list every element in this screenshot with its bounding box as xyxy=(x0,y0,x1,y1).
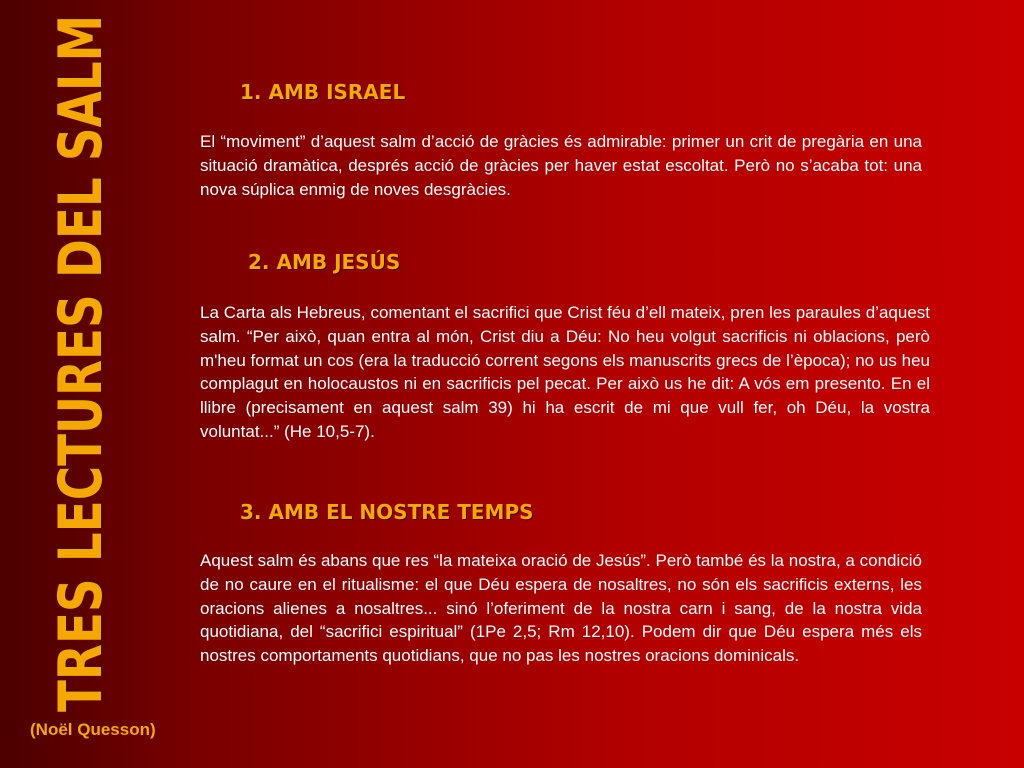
section-heading-jesus: 2. AMB JESÚS xyxy=(248,250,401,274)
author-credit: (Noël Quesson) xyxy=(30,720,156,739)
section-text-israel: El “moviment” d’aquest salm d’acció de gràcies és admirable: primer un crit de pregària en una situació dramàtica, després acció de gràcies per haver estat escoltat. Però no s’acaba tot: una nova súplica enmig de noves desgràcies. xyxy=(200,132,922,199)
section-text-our-time: Aquest salm és abans que res “la mateixa oració de Jesús”. Però també és la nostra, a condició de no caure en el ritualisme: el que Déu espera de nosaltres, no són els sacrificis externs, les oracions alienes a nosaltres... sinó l’oferiment de la nostra carn i sang, de la nostra vida quotidiana, del “sacrifici espiritual” (1Pe 2,5; Rm 12,10). Podem dir que Déu espera més els nostres comportaments quotidians, que no pas les nostres oracions dominicals. xyxy=(200,551,922,666)
section-heading-israel: 1. AMB ISRAEL xyxy=(240,80,406,104)
vertical-title: TRES LECTURES DEL SALM xyxy=(46,14,116,712)
section-text-jesus: La Carta als Hebreus, comentant el sacrifici que Crist féu d’ell mateix, pren les paraules d’aquest salm. “Per això, quan entra al món, Crist diu a Déu: No heu volgut sacrificis ni oblacions, però m'heu format un cos (era la traducció corrent segons els manuscrits grecs de l’època); no us heu complagut en holocaustos ni en sacrificis pel pecat. Per això us he dit: A vós em presento. En el llibre (precisament en aquest salm 39) hi ha escrit de mi que vull fer, oh Déu, la vostra voluntat...” (He 10,5-7). xyxy=(200,303,930,441)
section-heading-our-time: 3. AMB EL NOSTRE TEMPS xyxy=(240,500,534,524)
